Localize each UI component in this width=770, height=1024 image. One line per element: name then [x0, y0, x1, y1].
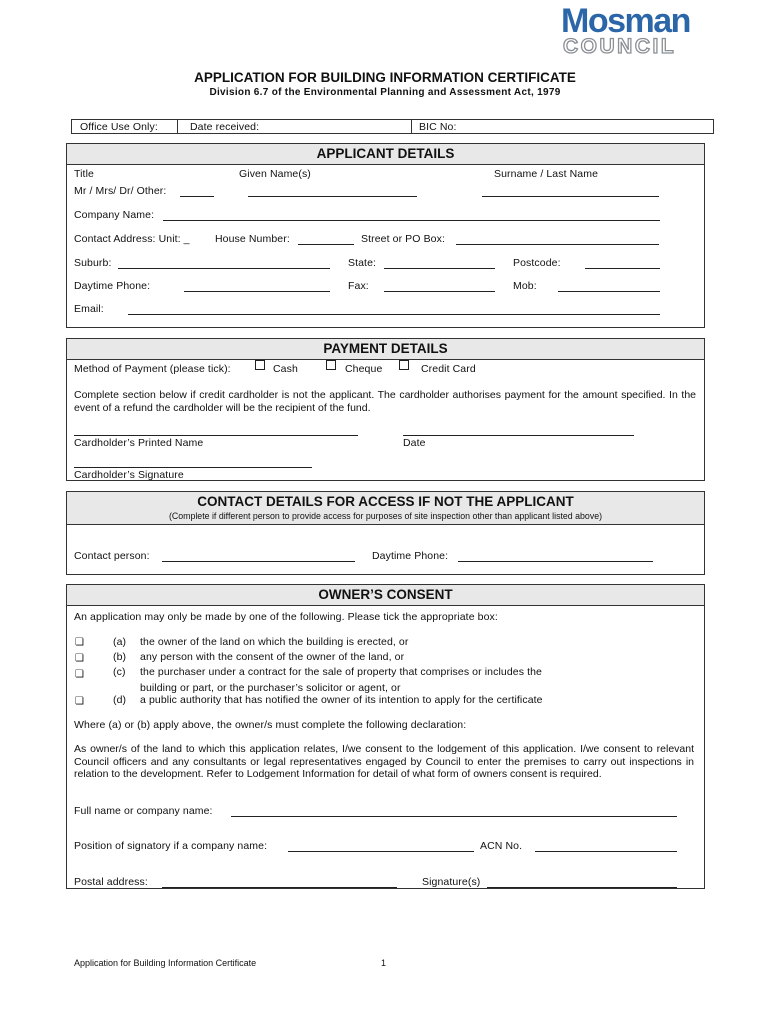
street-label: Street or PO Box:: [361, 233, 445, 245]
full-name-label: Full name or company name:: [74, 805, 213, 817]
owners-consent-header: [67, 585, 704, 606]
contact-daytime-phone-field[interactable]: [458, 561, 653, 562]
position-signatory-label: Position of signatory if a company name:: [74, 840, 268, 852]
office-use-row: [71, 119, 714, 134]
cheque-label: Cheque: [345, 363, 383, 375]
option-d-letter: (d): [113, 694, 127, 706]
title-options-label: Mr / Mrs/ Dr/ Other:: [74, 185, 167, 197]
cash-checkbox[interactable]: [255, 360, 265, 370]
state-field[interactable]: [384, 268, 495, 269]
signature-label: Signature(s): [422, 876, 481, 888]
option-a-text: the owner of the land on which the building is erected, or: [140, 636, 409, 648]
cardholder-date-label: Date: [403, 437, 426, 449]
cardholder-signature-label: Cardholder’s Signature: [74, 469, 184, 481]
given-name-label: Given Name(s): [239, 168, 311, 180]
owner-declaration-text: As owner/s of the land to which this application relates, I/we consent to the lodgement of this application. I/we consent to relevant Council officers and any consultants or legal representatives engaged by Council to enter the premises to carry out inspections in relation to the development. Refer to Lodgement Information for detail of what form of owners consent is required.: [74, 743, 694, 780]
postcode-field[interactable]: [585, 268, 660, 269]
company-name-label: Company Name:: [74, 209, 155, 221]
house-number-field[interactable]: [298, 244, 354, 245]
daytime-phone-field[interactable]: [184, 291, 330, 292]
state-label: State:: [348, 257, 377, 269]
credit-card-label: Credit Card: [421, 363, 476, 375]
email-label: Email:: [74, 303, 104, 315]
payment-details-header: [67, 339, 704, 360]
option-d-text: a public authority that has notified the owner of its intention to apply for the certificate: [140, 694, 543, 706]
suburb-field[interactable]: [118, 268, 330, 269]
council-logo-text: COUNCIL: [563, 35, 677, 58]
contact-access-note: (Complete if different person to provide access for purposes of site inspection other than applicant listed above): [168, 511, 603, 521]
option-a-checkbox[interactable]: ❏: [75, 637, 84, 648]
position-signatory-field[interactable]: [288, 851, 474, 852]
credit-card-checkbox[interactable]: [399, 360, 409, 370]
option-c-text: the purchaser under a contract for the sale of property that comprises or includes the: [140, 666, 542, 678]
street-field[interactable]: [456, 244, 659, 245]
signature-field[interactable]: [487, 887, 677, 888]
title-label: Title: [74, 168, 94, 180]
payment-details-heading: PAYMENT DETAILS: [323, 341, 448, 356]
owner-declaration-instruction: Where (a) or (b) apply above, the owner/s must complete the following declaration:: [74, 719, 467, 731]
payment-method-label: Method of Payment (please tick):: [74, 363, 231, 375]
acn-label: ACN No.: [480, 840, 523, 852]
company-name-field[interactable]: [163, 220, 660, 221]
contact-address-label: Contact Address: Unit: _: [74, 233, 190, 245]
surname-field[interactable]: [482, 196, 659, 197]
applicant-details-header: [67, 144, 704, 165]
suburb-label: Suburb:: [74, 257, 112, 269]
option-a-letter: (a): [113, 636, 127, 648]
owners-consent-heading: OWNER’S CONSENT: [318, 587, 453, 602]
footer-document-name: Application for Building Information Certificate: [74, 958, 257, 968]
fax-field[interactable]: [384, 291, 495, 292]
cardholder-date-field[interactable]: [403, 435, 634, 436]
cardholder-printed-name-label: Cardholder’s Printed Name: [74, 437, 204, 449]
mob-label: Mob:: [513, 280, 537, 292]
option-b-text: any person with the consent of the owner of the land, or: [140, 651, 405, 663]
office-use-label: Office Use Only:: [80, 121, 158, 133]
bic-no-label: BIC No:: [419, 121, 457, 133]
contact-daytime-phone-label: Daytime Phone:: [372, 550, 449, 562]
fax-label: Fax:: [348, 280, 369, 292]
daytime-phone-label: Daytime Phone:: [74, 280, 151, 292]
full-name-field[interactable]: [231, 816, 677, 817]
office-divider-1: [177, 120, 178, 133]
postal-address-label: Postal address:: [74, 876, 148, 888]
postal-address-field[interactable]: [162, 887, 397, 888]
page-subtitle: Division 6.7 of the Environmental Planning and Assessment Act, 1979: [209, 87, 561, 98]
postcode-label: Postcode:: [513, 257, 561, 269]
house-number-label: House Number:: [215, 233, 290, 245]
footer-page-number: 1: [381, 958, 387, 968]
option-b-letter: (b): [113, 651, 127, 663]
applicant-details-heading: APPLICANT DETAILS: [316, 146, 455, 161]
option-c-letter: (c): [113, 666, 126, 678]
option-c-checkbox[interactable]: ❏: [75, 669, 84, 680]
contact-person-label: Contact person:: [74, 550, 150, 562]
contact-access-section: [66, 491, 705, 575]
acn-field[interactable]: [535, 851, 677, 852]
contact-access-header: [67, 492, 704, 525]
option-b-checkbox[interactable]: ❏: [75, 653, 84, 664]
mob-field[interactable]: [558, 291, 660, 292]
cash-label: Cash: [273, 363, 298, 375]
option-d-checkbox[interactable]: ❏: [75, 696, 84, 707]
option-c-text-continued: building or part, or the purchaser’s solicitor or agent, or: [140, 682, 401, 694]
email-field[interactable]: [128, 314, 660, 315]
cheque-checkbox[interactable]: [326, 360, 336, 370]
page-title: APPLICATION FOR BUILDING INFORMATION CERTIFICATE: [194, 70, 576, 85]
cardholder-signature-field[interactable]: [74, 467, 312, 468]
surname-label: Surname / Last Name: [494, 168, 599, 180]
title-other-field[interactable]: [180, 196, 214, 197]
contact-person-field[interactable]: [162, 561, 355, 562]
mosman-logo-text: Mosman: [561, 2, 690, 40]
date-received-label: Date received:: [190, 121, 260, 133]
office-divider-2: [411, 120, 412, 133]
owners-consent-intro: An application may only be made by one of the following. Please tick the appropriate box:: [74, 611, 498, 623]
contact-access-heading: CONTACT DETAILS FOR ACCESS IF NOT THE APPLICANT: [197, 494, 574, 509]
cardholder-printed-name-field[interactable]: [74, 435, 358, 436]
given-name-field[interactable]: [248, 196, 417, 197]
cardholder-note: Complete section below if credit cardholder is not the applicant. The cardholder authorises payment for the amount specified. In the event of a refund the cardholder will be the recipient of the fund.: [74, 389, 696, 414]
